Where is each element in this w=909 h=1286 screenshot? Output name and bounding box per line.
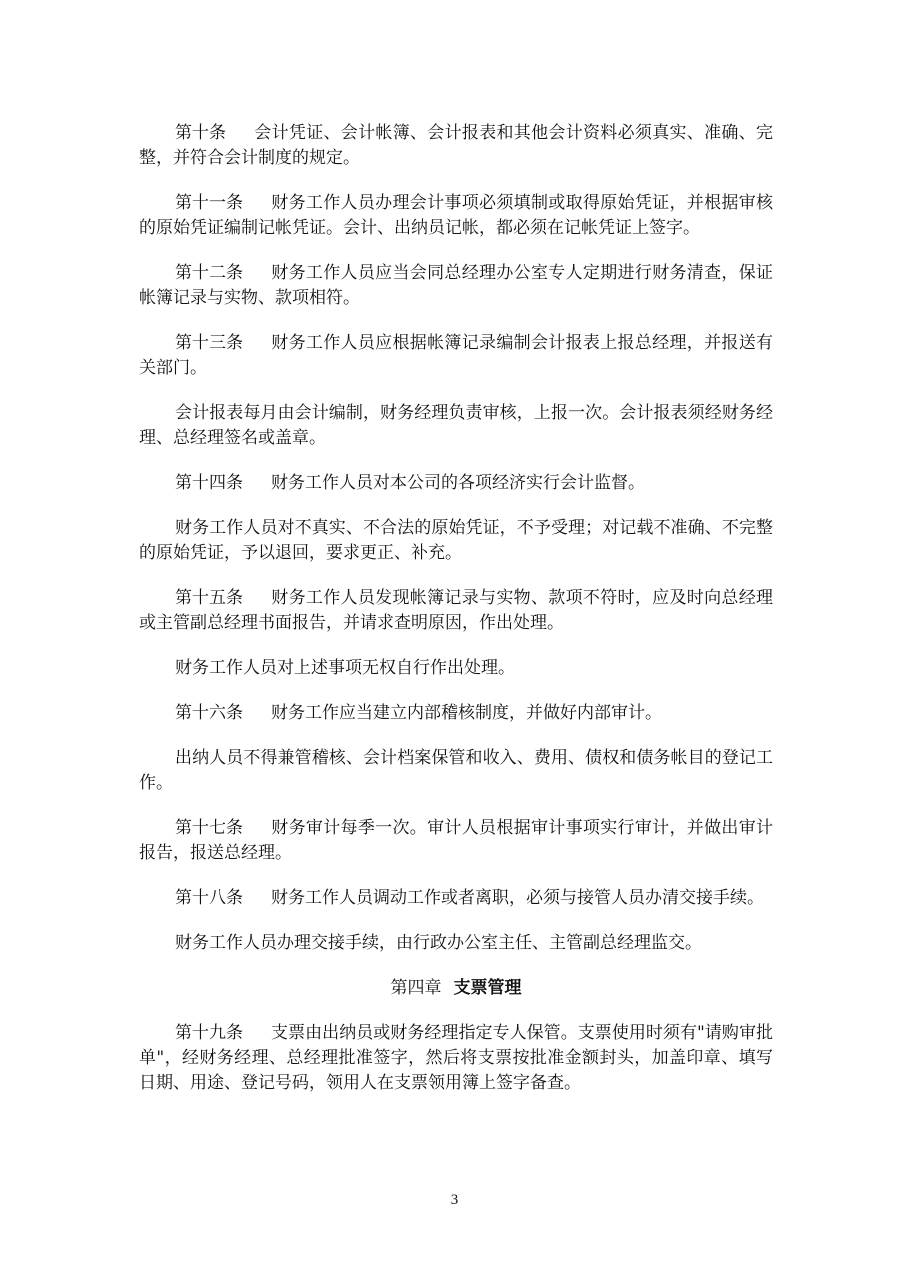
article-label: 第十六条: [175, 703, 243, 723]
paragraph-text: 财务工作人员对上述事项无权自行作出处理。: [175, 658, 515, 678]
paragraph-invalid-vouchers: [139, 516, 773, 566]
article-text: 财务工作人员应根据帐簿记录编制会计报表上报总经理，并报送有关部门。: [139, 333, 773, 378]
paragraph-handover-supervision: [139, 931, 773, 956]
paragraph-text: 财务工作人员办理交接手续，由行政办公室主任、主管副总经理监交。: [175, 933, 702, 953]
article-10: [139, 121, 773, 171]
article-label: 第十七条: [175, 818, 243, 838]
chapter-heading: [139, 976, 773, 1001]
article-text: 财务工作人员发现帐簿记录与实物、款项不符时，应及时向总经理或主管副总经理书面报告，并请求查明原因，作出处理。: [139, 588, 773, 633]
article-11: [139, 191, 773, 241]
chapter-number: 第四章: [390, 978, 442, 998]
article-14: [139, 471, 773, 496]
article-text: 会计凭证、会计帐簿、会计报表和其他会计资料必须真实、准确、完整，并符合会计制度的规定。: [139, 123, 773, 168]
article-label: 第十八条: [175, 888, 243, 908]
article-17: [139, 816, 773, 866]
article-label: 第十二条: [175, 263, 243, 283]
document-body: [139, 121, 773, 1116]
paragraph-text: 出纳人员不得兼管稽核、会计档案保管和收入、费用、债权和债务帐目的登记工作。: [139, 748, 773, 793]
page-number: 3: [450, 1192, 459, 1208]
paragraph-text: 财务工作人员对不真实、不合法的原始凭证，不予受理；对记载不准确、不完整的原始凭证，予以退回，要求更正、补充。: [139, 518, 773, 563]
article-15: [139, 586, 773, 636]
paragraph-report-review: [139, 401, 773, 451]
article-text: 财务工作人员对本公司的各项经济实行会计监督。: [271, 473, 645, 493]
chapter-title: 支票管理: [453, 978, 522, 998]
article-text: 财务工作应当建立内部稽核制度，并做好内部审计。: [271, 703, 662, 723]
article-label: 第十九条: [175, 1023, 243, 1043]
article-19: [139, 1021, 773, 1096]
paragraph-no-authority: [139, 656, 773, 681]
paragraph-cashier-restrictions: [139, 746, 773, 796]
article-12: [139, 261, 773, 311]
article-label: 第十五条: [175, 588, 243, 608]
article-text: 财务工作人员办理会计事项必须填制或取得原始凭证，并根据审核的原始凭证编制记帐凭证。会计、出纳员记帐，都必须在记帐凭证上签字。: [139, 193, 773, 238]
article-13: [139, 331, 773, 381]
article-18: [139, 886, 773, 911]
article-label: 第十四条: [175, 473, 243, 493]
article-label: 第十一条: [175, 193, 243, 213]
article-text: 财务工作人员应当会同总经理办公室专人定期进行财务清查，保证帐簿记录与实物、款项相符。: [139, 263, 773, 308]
article-text: 财务工作人员调动工作或者离职，必须与接管人员办清交接手续。: [271, 888, 764, 908]
article-16: [139, 701, 773, 726]
article-text: 支票由出纳员或财务经理指定专人保管。支票使用时须有"请购审批单"，经财务经理、总经理批准签字，然后将支票按批准金额封头，加盖印章、填写日期、用途、登记号码，领用人在支票领用簿上签字备查。: [139, 1023, 773, 1093]
paragraph-text: 会计报表每月由会计编制，财务经理负责审核，上报一次。会计报表须经财务经理、总经理签名或盖章。: [139, 403, 773, 448]
article-label: 第十条: [175, 123, 226, 143]
article-label: 第十三条: [175, 333, 243, 353]
article-text: 财务审计每季一次。审计人员根据审计事项实行审计，并做出审计报告，报送总经理。: [139, 818, 773, 863]
